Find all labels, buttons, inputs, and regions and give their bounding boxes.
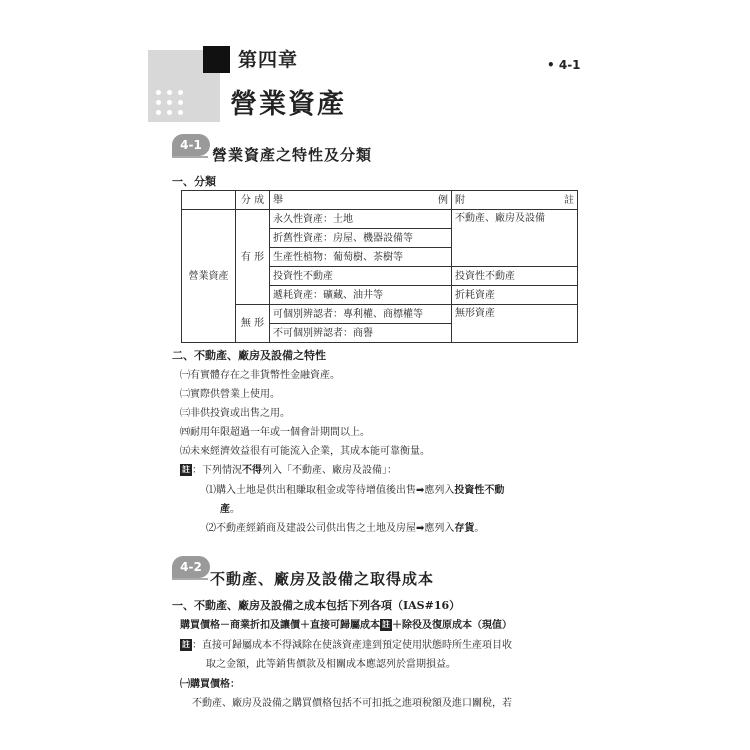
note-exclusions: 註 ：下列情況不得列入「不動產、廠房及設備」： (182, 465, 397, 476)
example-bearer-plants: 生產性植物：葡萄樹、茶樹等 (270, 248, 452, 267)
note-item-1-cont: 產。 (220, 504, 240, 515)
intangible-label: 無 形 (236, 305, 270, 343)
chapter-header-dots (156, 90, 196, 118)
note-intangible-assets: 無形資產 (452, 305, 578, 343)
page-number: • 4-1 (547, 58, 581, 72)
note-direct-costs: 註 ：直接可歸屬成本不得減除在使該資產達到預定使用狀態時所生產項目收 (182, 640, 512, 651)
purchase-price-text: 不動產、廠房及設備之購買價格包括不可扣抵之進項稅額及進口關稅，若 (192, 698, 512, 709)
note-depletion-assets: 折耗資產 (452, 286, 578, 305)
header-category: 分 成 (236, 191, 270, 210)
example-unidentifiable: 不可個別辨認者：商譽 (270, 324, 452, 343)
chapter-title: 營業資產 (230, 89, 346, 120)
subsection-title-characteristics: 二、不動產、廠房及設備之特性 (172, 349, 326, 362)
header-notes: 附 註 (452, 191, 578, 210)
list-item: ㈤未來經濟效益很有可能流入企業，其成本能可靠衡量。 (180, 446, 430, 457)
example-identifiable: 可個別辨認者：專利權、商標權等 (270, 305, 452, 324)
chapter-header-black-square (203, 46, 230, 73)
note-badge: 註 (382, 620, 390, 629)
header-example: 舉 例 (270, 191, 452, 210)
list-item: ㈡實際供營業上使用。 (180, 389, 280, 400)
example-permanent-assets: 永久性資產：土地 (270, 210, 452, 229)
cost-formula: 購買價格－商業折扣及讓價＋直接可歸屬成本 註 ＋除役及復原成本（現值） (180, 620, 512, 631)
list-item: ㈢非供投資或出售之用。 (180, 408, 290, 419)
list-item: ㈣耐用年限超過一年或一個會計期間以上。 (180, 427, 370, 438)
note-item-1: ⑴購入土地是供出租賺取租金或等待增值後出售➡應列入投資性不動 (206, 485, 505, 496)
note-ppe: 不動產、廠房及設備 (452, 210, 578, 267)
note-item-2: ⑵不動產經銷商及建設公司供出售之土地及房屋➡應列入存貨。 (206, 523, 485, 534)
example-wasting-assets: 遞耗資產：礦藏、油井等 (270, 286, 452, 305)
example-depreciable-assets: 折舊性資產：房屋、機器設備等 (270, 229, 452, 248)
section-title-4-2: 不動產、廠房及設備之取得成本 (210, 570, 435, 588)
purchase-price-head: ㈠購買價格： (180, 679, 240, 690)
note-badge: 註 (182, 465, 190, 474)
section-rule (172, 578, 208, 580)
subsection-title-cost: 一、不動產、廠房及設備之成本包括下列各項（IAS#16） (172, 599, 461, 612)
table-row (182, 210, 578, 229)
table-row (182, 305, 578, 324)
section-title-4-1: 營業資產之特性及分類 (212, 146, 373, 164)
subsection-title-classification: 一、分類 (172, 175, 216, 188)
header-empty-cell (182, 191, 236, 210)
tangible-label: 有 形 (236, 210, 270, 305)
section-badge-4-1: 4-1 (172, 134, 210, 156)
section-rule (172, 156, 208, 158)
chapter-label: 第四章 (238, 49, 299, 71)
category-operating-assets: 營業資產 (182, 210, 236, 343)
list-item: ㈠有實體存在之非貨幣性金融資產。 (180, 370, 340, 381)
classification-table (181, 190, 578, 343)
example-investment-property: 投資性不動產 (270, 267, 452, 286)
note-direct-costs-cont: 取之金額，此等銷售價款及相關成本應認列於當期損益。 (206, 659, 456, 670)
section-badge-4-2: 4-2 (172, 556, 210, 578)
note-investment-property: 投資性不動產 (452, 267, 578, 286)
note-badge: 註 (182, 640, 190, 649)
table-header-row (182, 191, 578, 210)
